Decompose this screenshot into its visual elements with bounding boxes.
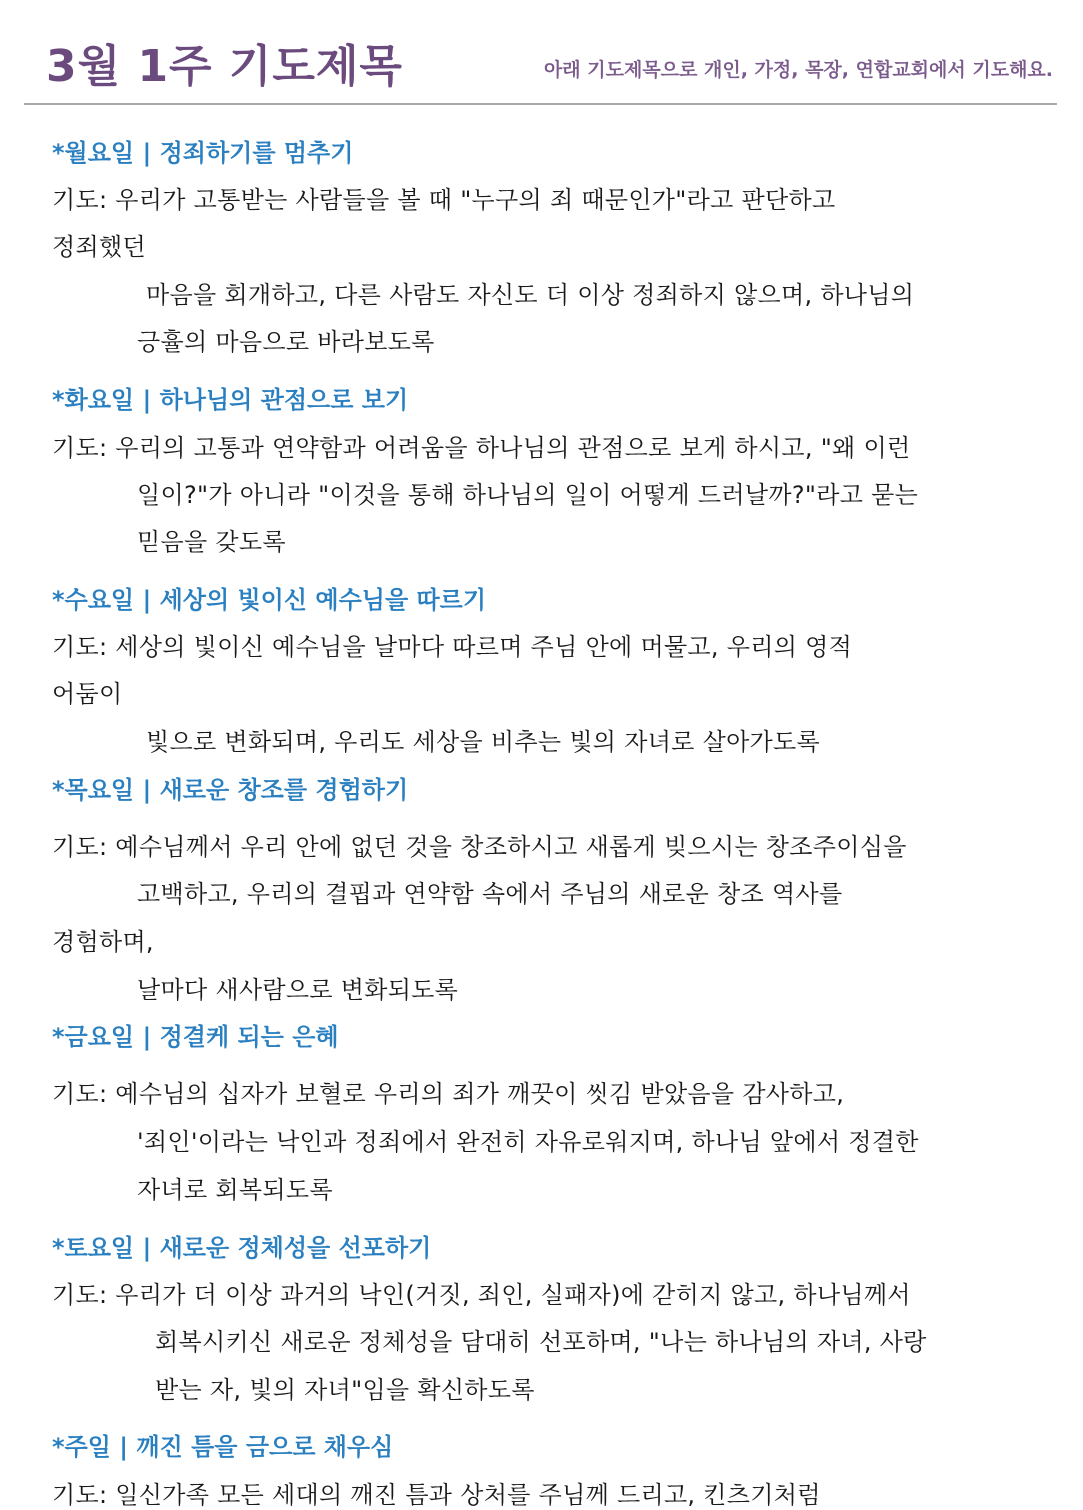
wednesday-line-3: 빛으로 변화되며, 우리도 세상을 비추는 빛의 자녀로 살아가도록 [146, 728, 821, 756]
friday-line-2: '죄인'이라는 낙인과 정죄에서 완전히 자유로워지며, 하나님 앞에서 정결한 [137, 1128, 919, 1156]
page-title: 3월 1주 기도제목 [46, 41, 403, 92]
wednesday-line-2: 어둠이 [52, 680, 123, 708]
section-heading-thursday: *목요일 | 새로운 창조를 경험하기 [52, 776, 409, 804]
friday-line-3: 자녀로 회복되도록 [137, 1176, 333, 1204]
header-divider [24, 103, 1057, 105]
tuesday-line-3: 믿음을 갖도록 [137, 528, 286, 556]
monday-line-1: 기도: 우리가 고통받는 사람들을 볼 때 "누구의 죄 때문인가"라고 판단하고 [52, 186, 836, 214]
section-heading-sunday: *주일 | 깨진 틈을 금으로 채우심 [52, 1433, 394, 1461]
friday-line-1: 기도: 예수님의 십자가 보혈로 우리의 죄가 깨끗이 씻김 받았음을 감사하고, [52, 1080, 845, 1108]
monday-line-3: 마음을 회개하고, 다른 사람도 자신도 더 이상 정죄하지 않으며, 하나님의 [146, 281, 915, 309]
page-subtitle: 아래 기도제목으로 개인, 가정, 목장, 연합교회에서 기도해요. [543, 59, 1053, 81]
tuesday-line-1: 기도: 우리의 고통과 연약함과 어려움을 하나님의 관점으로 보게 하시고, "왜 이런 [52, 434, 911, 462]
section-heading-friday: *금요일 | 정결케 되는 은혜 [52, 1023, 339, 1051]
section-heading-monday: *월요일 | 정죄하기를 멈추기 [52, 139, 354, 167]
page-header [0, 0, 1083, 104]
saturday-line-3: 받는 자, 빛의 자녀"임을 확신하도록 [155, 1376, 535, 1404]
tuesday-line-2: 일이?"가 아니라 "이것을 통해 하나님의 일이 어떻게 드러날까?"라고 묻는 [137, 481, 919, 509]
section-heading-saturday: *토요일 | 새로운 정체성을 선포하기 [52, 1234, 432, 1262]
thursday-line-4: 날마다 새사람으로 변화되도록 [137, 976, 459, 1004]
thursday-line-3: 경험하며, [52, 928, 154, 956]
wednesday-line-1: 기도: 세상의 빛이신 예수님을 날마다 따르며 주님 안에 머물고, 우리의 영적 [52, 633, 853, 661]
monday-line-4: 긍휼의 마음으로 바라보도록 [137, 328, 435, 356]
saturday-line-1: 기도: 우리가 더 이상 과거의 낙인(거짓, 죄인, 실패자)에 갇히지 않고, 하나님께서 [52, 1281, 911, 1309]
saturday-line-2: 회복시키신 새로운 정체성을 담대히 선포하며, "나는 하나님의 자녀, 사랑 [155, 1328, 927, 1356]
thursday-line-1: 기도: 예수님께서 우리 안에 없던 것을 창조하시고 새롭게 빚으시는 창조주이심을 [52, 833, 907, 861]
sunday-line-1: 기도: 일신가족 모든 세대의 깨진 틈과 상처를 주님께 드리고, 킨츠기처럼 [52, 1481, 821, 1509]
section-heading-tuesday: *화요일 | 하나님의 관점으로 보기 [52, 386, 409, 414]
monday-line-2: 정죄했던 [52, 233, 146, 261]
thursday-line-2: 고백하고, 우리의 결핍과 연약함 속에서 주님의 새로운 창조 역사를 [137, 880, 843, 908]
section-heading-wednesday: *수요일 | 세상의 빛이신 예수님을 따르기 [52, 586, 487, 614]
